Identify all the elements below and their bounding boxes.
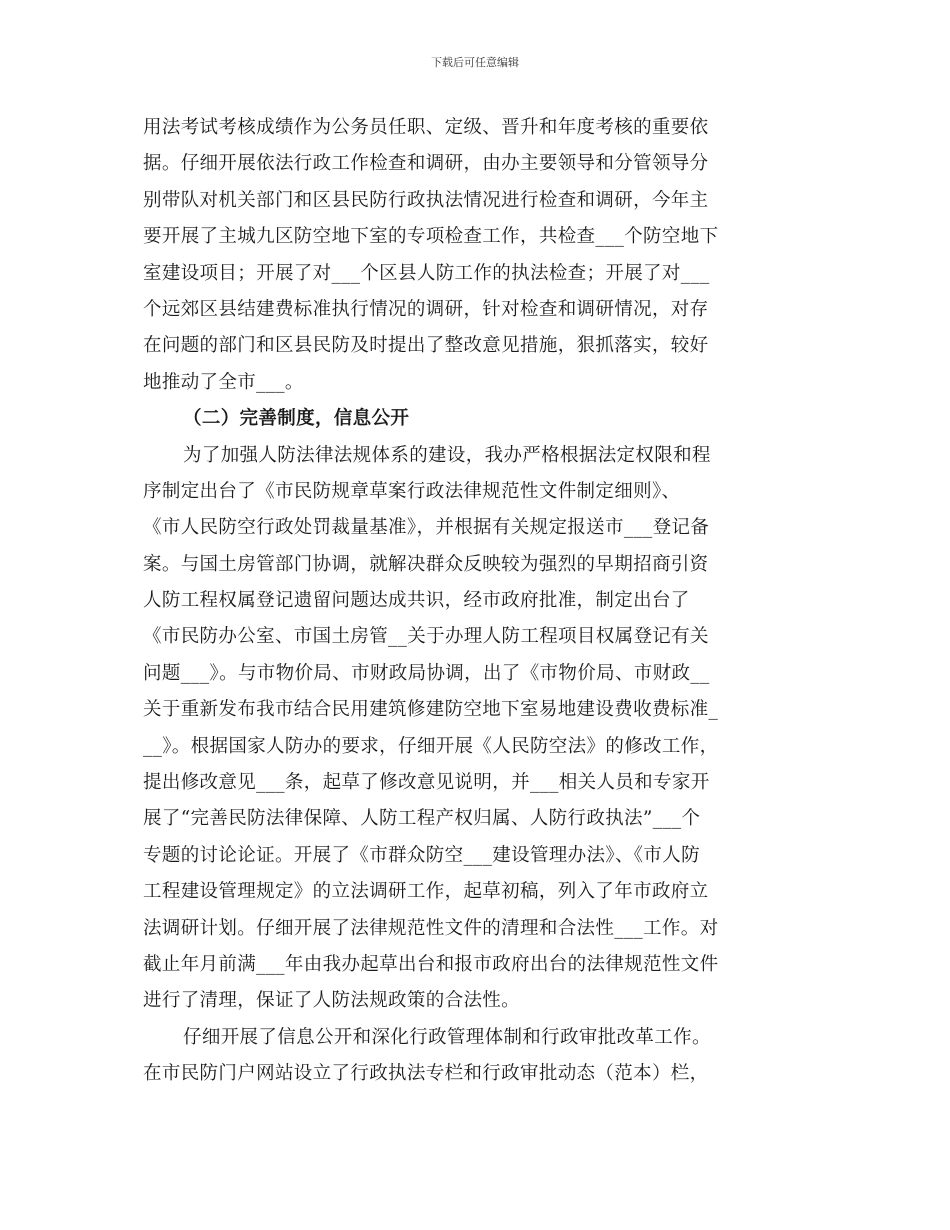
text-line: 工程建设管理规定》的立法调研工作，起草初稿，列入了年市政府立 [143,881,709,903]
paragraph [143,438,823,1020]
text-line: 关于重新发布我市结合民用建筑修建防空地下室易地建设费收费标准_ [143,699,719,721]
text-line: 地推动了全市___。 [143,371,304,393]
text-line: 《市民防办公室、市国土房管__关于办理人防工程项目权属登记有关 [143,626,709,648]
paragraph [143,110,823,401]
text-line: 据。仔细开展依法行政工作检查和调研，由办主要领导和分管领导分 [143,153,709,175]
document-body [143,110,823,1093]
text-line: 专题的讨论论证。开展了《市群众防空___建设管理办法》、《市人防 [143,844,700,866]
text-line: 在市民防门户网站设立了行政执法专栏和行政审批动态（范本）栏， [143,1063,709,1085]
text-line: 法调研计划。仔细开展了法律规范性文件的清理和合法性___工作。对 [143,917,719,939]
text-line: 为了加强人防法律法规体系的建设，我办严格根据法定权限和程 [183,444,711,466]
text-line: 展了“完善民防法律保障、人防工程产权归属、人防行政执法”___个 [143,808,701,830]
text-line: 仔细开展了信息公开和深化行政管理体制和行政审批改革工作。 [183,1026,711,1048]
text-line: __》。根据国家人防办的要求，仔细开展《人民防空法》的修改工作， [143,735,719,757]
text-line: 用法考试考核成绩作为公务员任职、定级、晋升和年度考核的重要依 [143,117,709,138]
page-header-note: 下载后可任意编辑 [431,56,519,69]
text-line: 个远郊区县结建费标准执行情况的调研，针对检查和调研情况，对存 [143,298,709,320]
text-line: 序制定出台了《市民防规章草案行政法律规范性文件制定细则》、 [143,480,681,502]
text-line: 案。与国土房管部门协调，就解决群众反映较为强烈的早期招商引资 [143,553,709,575]
text-line: 截止年月前满___年由我办起草出台和报市政府出台的法律规范性文件 [143,953,719,975]
section-heading: （二）完善制度，信息公开 [183,408,410,430]
text-line: 提出修改意见___条，起草了修改意见说明，并___相关人员和专家开 [143,772,710,794]
text-line: 问题___》。与市物价局、市财政局协调，出了《市物价局、市财政__ [143,662,710,684]
text-line: 要开展了主城九区防空地下室的专项检查工作，共检查___个防空地下 [143,226,719,248]
text-line: 进行了清理，保证了人防法规政策的合法性。 [143,990,521,1012]
paragraph [143,1020,823,1093]
text-line: 别带队对机关部门和区县民防行政执法情况进行检查和调研，今年主 [143,189,709,211]
text-line: 人防工程权属登记遗留问题达成共识，经市政府批准，制定出台了 [143,590,690,612]
text-line: 室建设项目；开展了对___个区县人防工作的执法检查；开展了对___ [143,262,710,284]
text-line: 《市人民防空行政处罚裁量基准》，并根据有关规定报送市___登记备 [143,517,710,539]
text-line: 在问题的部门和区县民防及时提出了整改意见措施，狠抓落实，较好 [143,335,709,357]
